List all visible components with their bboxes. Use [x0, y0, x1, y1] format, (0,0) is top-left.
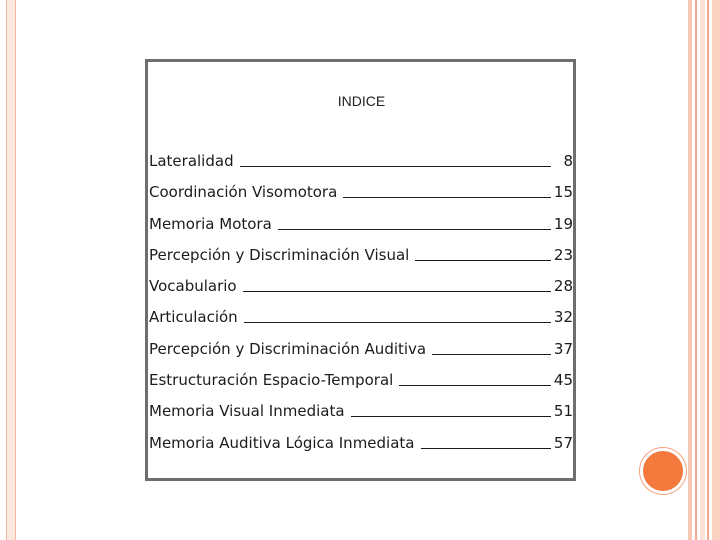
left-decorative-border	[6, 0, 16, 540]
toc-page-number: 45	[553, 371, 573, 390]
toc-entry-label: Memoria Visual Inmediata	[149, 402, 345, 421]
toc-leader-line	[415, 260, 551, 261]
stripe	[700, 0, 705, 540]
right-decorative-stripes	[688, 0, 720, 540]
toc-entry	[149, 402, 573, 433]
stripe	[712, 0, 720, 540]
toc-entry	[149, 277, 573, 308]
table-of-contents	[149, 152, 573, 465]
toc-entry-label: Vocabulario	[149, 277, 237, 296]
toc-entry-label: Articulación	[149, 308, 238, 327]
toc-page-number: 51	[553, 402, 573, 421]
toc-leader-line	[278, 229, 551, 230]
toc-entry	[149, 215, 573, 246]
toc-page-number: 57	[553, 433, 573, 452]
stripe	[695, 0, 697, 540]
toc-leader-line	[240, 166, 551, 167]
toc-page-number: 23	[553, 245, 573, 264]
toc-entry	[149, 246, 573, 277]
toc-leader-line	[421, 448, 552, 449]
toc-entry	[149, 308, 573, 339]
toc-entry	[149, 371, 573, 402]
toc-leader-line	[243, 291, 551, 292]
toc-page-number: 15	[553, 183, 573, 202]
toc-leader-line	[432, 354, 551, 355]
toc-entry-label: Lateralidad	[149, 152, 234, 170]
toc-entry	[149, 340, 573, 371]
toc-leader-line	[399, 385, 551, 386]
index-panel	[145, 59, 576, 481]
page-title: INDICE	[337, 93, 386, 109]
toc-leader-line	[244, 322, 551, 323]
toc-page-number: 32	[553, 308, 573, 327]
toc-entry-label: Memoria Motora	[149, 214, 272, 233]
stripe	[688, 0, 692, 540]
toc-page-number: 37	[553, 339, 573, 358]
toc-entry	[149, 434, 573, 465]
toc-entry	[149, 152, 573, 183]
toc-page-number: 28	[553, 277, 573, 296]
toc-page-number: 19	[553, 214, 573, 233]
toc-leader-line	[351, 416, 551, 417]
toc-entry-label: Coordinación Visomotora	[149, 183, 338, 202]
toc-entry-label: Percepción y Discriminación Visual	[149, 245, 410, 264]
stripe	[707, 0, 709, 540]
toc-page-number: 8	[563, 152, 573, 170]
toc-entry-label: Estructuración Espacio-Temporal	[149, 371, 394, 390]
orange-circle-decoration	[640, 448, 686, 494]
toc-entry-label: Memoria Auditiva Lógica Inmediata	[149, 433, 415, 452]
toc-entry	[149, 183, 573, 214]
toc-leader-line	[343, 197, 551, 198]
toc-entry-label: Percepción y Discriminación Auditiva	[149, 339, 427, 358]
